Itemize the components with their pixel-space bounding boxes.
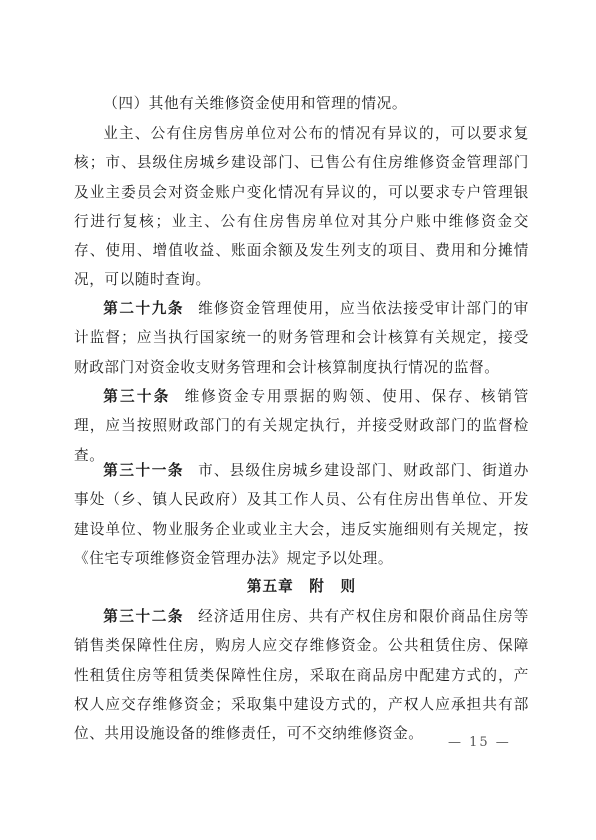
paragraph-text: 维修资金管理使用，应当依法接受审计部门的审计监督；应当执行国家统一的财务管理和会计核算有关规定，接受财政部门对资金收支财务管理和会计核算制度执行情况的监督。 <box>74 300 529 376</box>
chapter-title: 第五章 附 则 <box>246 578 357 595</box>
article-32 <box>74 602 529 748</box>
article-heading: 第二十九条 <box>103 300 185 317</box>
paragraph-text: （四）其他有关维修资金使用和管理的情况。 <box>103 95 408 112</box>
paragraph-objection-review <box>74 119 529 295</box>
article-heading: 第三十一条 <box>103 462 185 479</box>
article-heading: 第三十条 <box>103 388 171 405</box>
paragraph-text: 市、县级住房城乡建设部门、财政部门、街道办事处（乡、镇人民政府）及其工作人员、公有住房出售单位、开发建设单位、物业服务企业或业主大会，违反实施细则有关规定，按《住宅专项维修资金管理办法》规定予以处理。 <box>74 462 529 567</box>
paragraph-text: 业主、公有住房售房单位对公布的情况有异议的，可以要求复核；市、县级住房城乡建设部门、已售公有住房维修资金管理部门及业主委员会对资金账户变化情况有异议的，可以要求专户管理银行进行复核；业主、公有住房售房单位对其分户账中维修资金交存、使用、增值收益、账面余额及发生列支的项目、费用和分摊情况，可以随时查询。 <box>74 125 529 289</box>
article-heading: 第三十二条 <box>103 608 185 625</box>
article-29 <box>74 294 529 382</box>
paragraph-text: 维修资金专用票据的购领、使用、保存、核销管理，应当按照财政部门的有关规定执行，并接受财政部门的监督检查。 <box>74 388 529 464</box>
paragraph-text: 经济适用住房、共有产权住房和限价商品住房等销售类保障性住房，购房人应交存维修资金。公共租赁住房、保障性租赁住房等租赁类保障性住房，采取在商品房中配建方式的，产权人应交存维修资金；采取集中建设方式的，产权人应承担共有部位、共用设施设备的维修责任，可不交纳维修资金。 <box>74 608 529 743</box>
article-31 <box>74 456 529 573</box>
paragraph-item-4 <box>74 89 529 118</box>
page-number: — 15 — <box>448 735 511 750</box>
